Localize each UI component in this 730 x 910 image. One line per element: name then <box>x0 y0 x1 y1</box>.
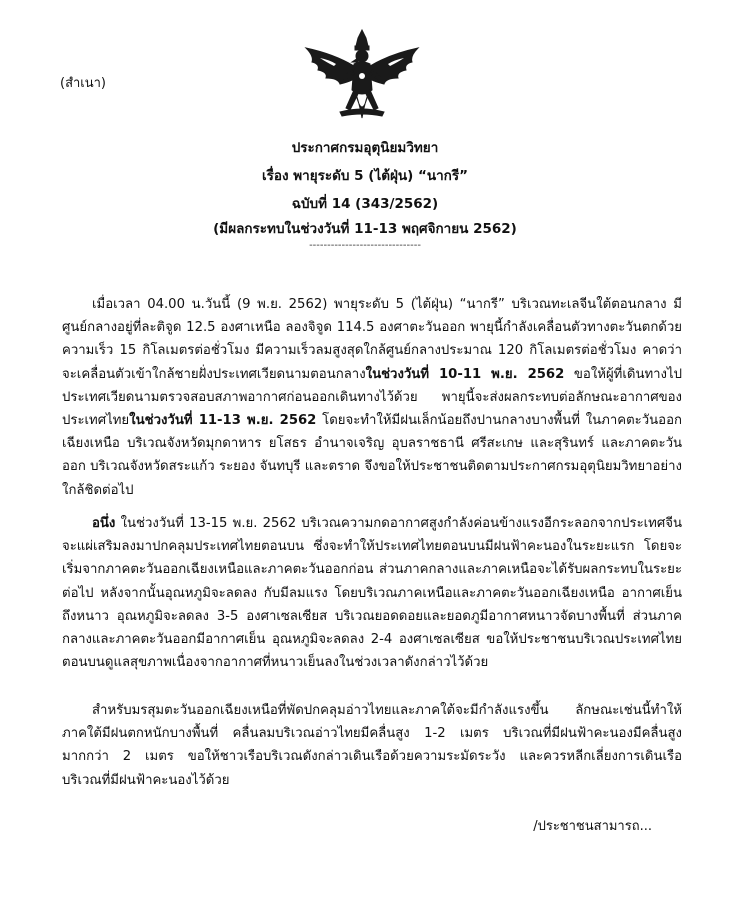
announcement-title: ประกาศกรมอุตุนิยมวิทยา <box>291 140 439 156</box>
paragraph1-text-part3: โดยจะทำให้มีฝนเล็กน้อยถึงปานกลางบางพื้นที่ ในภาคตะวันออกเฉียงเหนือ บริเวณจังหวัดมุกดาหาร ยโสธร อำนาจเจริญ อุบลราชธานี ศรีสะเกษ และสุรินทร์ และภาคตะวันออก บริเวณจังหวัดสระแก้ว ระยอง จันทบุรี และตราด จึงขอให้ประชาชนติดตามประกาศกรมอุตุนิยมวิทยาอย่างใกล้ชิดต่อไป <box>62 413 682 498</box>
paragraph-monsoon <box>62 699 682 792</box>
garuda-emblem-icon <box>300 28 424 126</box>
separator-line: ------------------------------- <box>309 240 421 251</box>
paragraph3-text: สำหรับมรสุมตะวันออกเฉียงเหนือที่พัดปกคลุมอ่าวไทยและภาคใต้จะมีกำลังแรงขึ้น ลักษณะเช่นนี้ทำให้ภาคใต้มีฝนตกหนักบางพื้นที่ คลื่นลมบริเวณอ่าวไทยมีคลื่นสูง 1-2 เมตร บริเวณที่มีฝนฟ้าคะนองมีคลื่นสูงมากกว่า 2 เมตร ขอให้ชาวเรือบริเวณดังกล่าวเดินเรือด้วยความระมัดระวัง และควรหลีกเลี่ยงการเดินเรือบริเวณที่มีฝนฟ้าคะนองไว้ด้วย <box>62 703 682 788</box>
announcement-issue: ฉบับที่ 14 (343/2562) <box>291 196 439 212</box>
paragraph1-bold-period-vietnam: ในช่วงวันที่ 10-11 พ.ย. 2562 <box>365 366 565 382</box>
paragraph2-lead: อนึ่ง <box>92 516 116 531</box>
paragraph2-text: ในช่วงวันที่ 13-15 พ.ย. 2562 บริเวณความกดอากาศสูงกำลังค่อนข้างแรงอีกระลอกจากประเทศจีนจะแผ่เสริมลงมาปกคลุมประเทศไทยตอนบน ซึ่งจะทำให้ประเทศไทยตอนบนมีฝนฟ้าคะนองในระยะแรก โดยจะเริ่มจากภาคตะวันออกเฉียงเหนือและภาคตะวันออกก่อน ส่วนภาคกลางและภาคเหนือจะได้รับผลกระทบในระยะต่อไป หลังจากนั้นอุณหภูมิจะลดลง กับมีลมแรง โดยบริเวณภาคเหนือและภาคตะวันออกเฉียงเหนือ อากาศเย็นถึงหนาว อุณหภูมิจะลดลง 3-5 องศาเซลเซียส บริเวณยอดดอยและยอดภูมีอากาศหนาวจัดบางพื้นที่ ส่วนภาคกลางและภาคตะวันออกมีอากาศเย็น อุณหภูมิจะลดลง 2-4 องศาเซลเซียส ขอให้ประชาชนบริเวณประเทศไทยตอนบนดูแลสุขภาพเนื่องจากอากาศที่หนาวเย็นลงในช่วงเวลาดังกล่าวไว้ด้วย <box>62 516 682 671</box>
paragraph1-text-part2: ขอให้ผู้ที่เดินทางไปประเทศเวียดนามตรวจสอบสภาพอากาศก่อนออกเดินทางไว้ด้วย พายุนี้จะส่งผลกระทบต่อลักษณะอากาศของประเทศไทย <box>62 366 682 429</box>
paragraph1-text-part1: เมื่อเวลา 04.00 น.วันนี้ (9 พ.ย. 2562) พายุระดับ 5 (ไต้ฝุ่น) “นากรี” บริเวณทะเลจีนใต้ตอนกลาง มีศูนย์กลางอยู่ที่ละติจูด 12.5 องศาเหนือ ลองจิจูด 114.5 องศาตะวันออก พายุนี้กำลังเคลื่อนตัวทางตะวันตกด้วยความเร็ว 15 กิโลเมตรต่อชั่วโมง มีความเร็วลมสูงสุดใกล้ศูนย์กลางประมาณ 120 กิโลเมตรต่อชั่วโมง คาดว่าจะเคลื่อนตัวเข้าใกล้ชายฝั่งประเทศเวียดนามตอนกลาง <box>62 297 682 382</box>
paragraph-storm-details <box>62 293 682 502</box>
paragraph-high-pressure <box>62 512 682 674</box>
announcement-subject: เรื่อง พายุระดับ 5 (ไต้ฝุ่น) “นากรี” <box>261 168 468 184</box>
copy-label: (สำเนา) <box>60 76 107 91</box>
announcement-effective-period: (มีผลกระทบในช่วงวันที่ 11-13 พฤศจิกายน 2562) <box>213 221 517 237</box>
paragraph1-bold-period-thailand: ในช่วงวันที่ 11-13 พ.ย. 2562 <box>129 413 317 429</box>
continuation-note: /ประชาชนสามารถ... <box>533 819 652 834</box>
